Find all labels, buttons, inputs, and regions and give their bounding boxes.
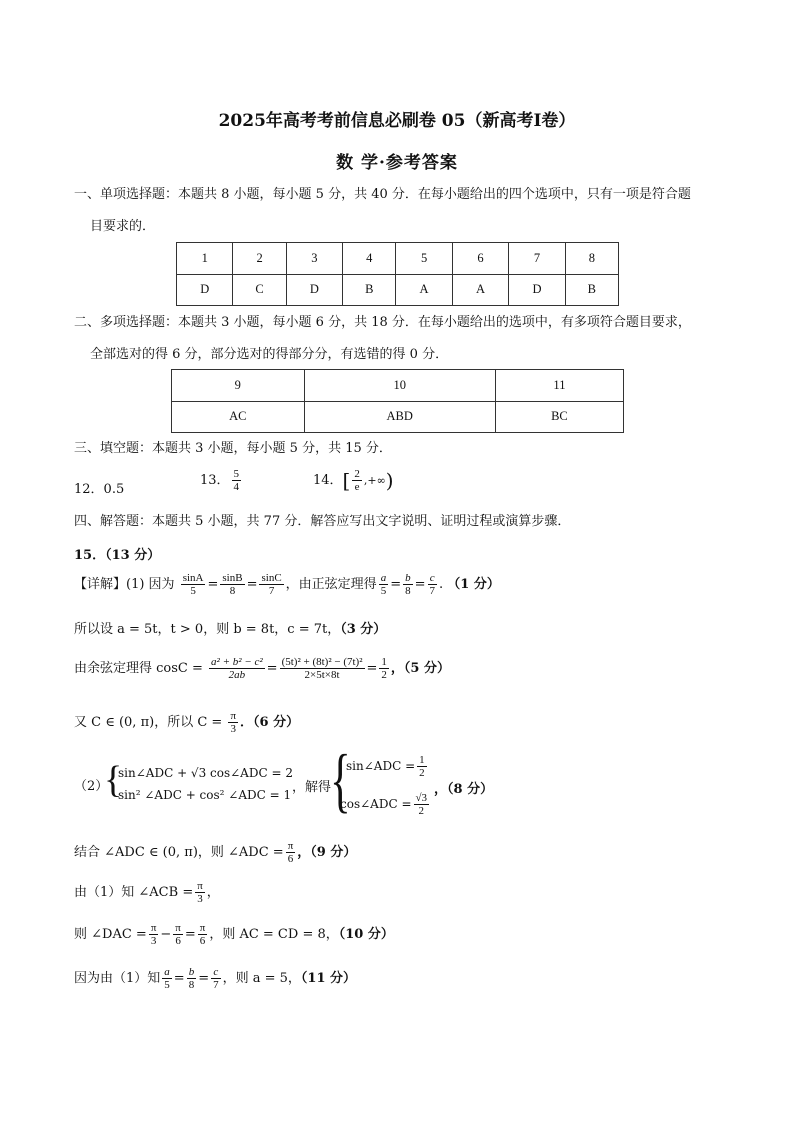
question-number-cell: 3 (286, 243, 342, 275)
question-number-cell: 2 (233, 243, 286, 275)
solution-line-5-label: （2） (74, 779, 109, 794)
table-row (172, 370, 624, 402)
question-number-cell: 8 (565, 243, 618, 275)
question-number-cell: 5 (396, 243, 452, 275)
solution-line-5-mid: ，解得 (292, 780, 332, 795)
solution-line-3: 由余弦定理得 cosC = $\frac{\text{a² + b² − c²}}{2ab}$ = $\frac{\text{(5t)² + (8t)² − (7t)²}}{2\times 5t\times 8t}$ = $\frac{1}{2}$ ，（5 分） (74, 656, 450, 681)
result-cos: cos∠ADC = $\frac{√3}{2}$ (340, 792, 428, 817)
section3-heading: 三、填空题：本题共 3 小题，每小题 5 分，共 15 分． (74, 441, 392, 456)
answer-cell: D (286, 274, 342, 306)
solution-line-9: 因为由（1）知 $\frac{a}{5}$ = $\frac{b}{8}$ = $\frac{c}{7}$ ，则 a = 5，（11 分） (74, 966, 357, 991)
system-equation-2: sin² ∠ADC + cos² ∠ADC = 1 (118, 788, 292, 802)
answer-cell: D (177, 274, 233, 306)
answer-cell: D (509, 274, 565, 306)
question-number-cell: 7 (509, 243, 565, 275)
solution-line-5-score: ，（8 分） (434, 782, 494, 797)
answer-14: 14．[ $\frac{2}{e}$ ,+∞) (313, 468, 394, 493)
section2-heading: 二、多项选择题：本题共 3 小题，每小题 6 分，共 18 分．在每小题给出的选项中，有多项符合题目要求， (74, 315, 691, 330)
answer-cell: B (343, 274, 396, 306)
answer-12: 12．0.5 (74, 482, 125, 497)
answer-cell: A (396, 274, 452, 306)
section1-heading: 一、单项选择题：本题共 8 小题，每小题 5 分，共 40 分．在每小题给出的四个选项中，只有一项是符合题 (74, 187, 691, 202)
section2-heading-cont: 全部选对的得 6 分，部分选对的得部分分，有选错的得 0 分． (90, 347, 449, 362)
document-subtitle: 数 学·参考答案 (336, 153, 458, 173)
table-row (172, 401, 624, 433)
answer-sheet-page: 2025年高考考前信息必刷卷 05（新高考Ⅰ卷） 数 学·参考答案 一、单项选择题：本题共 8 小题，每小题 5 分，共 40 分．在每小题给出的四个选项中，只有一项是符合题 目要求的． 1 2 3 4 5 6 7 8 D C D B A A D B 二、多项选择题：本题共 3 小题，每小题 6 分，共 18 分．在每小题给出的选项中，有多项符合题目要求， 全部选对的得 6 分，部分选对的得部分分，有选错的得 0 分． 9 10 11 AC ABD BC 三、填空题：本题共 3 小题，每小题 5 分，共 15 分． 12．0.5 13． $\frac{5}{4}$ 14．[ $\frac{2}{e}$ ,+∞) 四、解答题：本题共 5 小题，共 77 分．解答应写出文字说明、证明过程或演算步骤． 15．（13 分） 【详解】(1) 因为 $\frac{\sin A}{5}$ = $\frac{\sin B}{8}$ = $\frac{\sin C}{7}$ ，由正弦定理得 $\frac{a}{5}$ = $\frac{b}{8}$ = $\frac{c}{7}$ . （1 分） 所以设 a = 5t，t > 0，则 b = 8t，c = 7t，（3 分） 由余弦定理得 cosC = $\frac{\text{a² + b² − c²}}{2ab}$ = $\frac{\text{(5t)² + (8t)² − (7t)²}}{2\times 5t\times 8t}$ = $\frac{1}{2}$ ，（5 分） 又 C ∈ (0, π)，所以 C = $\frac{\pi}{3}$ ．（6 分） （2） { sin∠ADC + √3 cos∠ADC = 2 sin² ∠ADC + cos² ∠ADC = 1 ，解得 { sin∠ADC = $\frac{1}{2}$ cos∠ADC = $\frac{√3}{2}$ ，（8 分） 结合 ∠ADC ∈ (0, π)，则 ∠ADC = $\frac{\pi}{6}$ ，（9 分） 由（1）知 ∠ACB = $\frac{\pi}{3}$ ， 则 ∠DAC = $\frac{\pi}{3}$ − $\frac{\pi}{6}$ = $\frac{\pi}{6}$ ，则 AC = CD = 8，（10 分） 因为由（1）知 $\frac{a}{5}$ = $\frac{b}{8}$ = $\frac{c}{7}$ ，则 a = 5，（11 分） (0, 0, 794, 1123)
table-row (177, 243, 619, 275)
question-number-cell: 1 (177, 243, 233, 275)
section1-answer-table (176, 242, 619, 306)
answer-cell: AC (172, 401, 305, 433)
answer-cell: BC (495, 401, 623, 433)
system-equation-1: sin∠ADC + √3 cos∠ADC = 2 (118, 766, 293, 780)
question-number-cell: 6 (452, 243, 508, 275)
solution-line-8: 则 ∠DAC = $\frac{\pi}{3}$ − $\frac{\pi}{6}$ = $\frac{\pi}{6}$ ，则 AC = CD = 8，（10 分） (74, 922, 394, 947)
answer-cell: C (233, 274, 286, 306)
answer-cell: ABD (304, 401, 495, 433)
solution-line-7: 由（1）知 ∠ACB = $\frac{\pi}{3}$ ， (74, 880, 220, 905)
question-number-cell: 4 (343, 243, 396, 275)
solution-line-4: 又 C ∈ (0, π)，所以 C = $\frac{\pi}{3}$ ．（6 分） (74, 710, 300, 735)
section4-heading: 四、解答题：本题共 5 小题，共 77 分．解答应写出文字说明、证明过程或演算步骤． (74, 514, 571, 529)
section2-answer-table (171, 369, 624, 433)
question-number-cell: 10 (304, 370, 495, 402)
result-sin: sin∠ADC = $\frac{1}{2}$ (346, 754, 425, 779)
table-row (177, 274, 619, 306)
answer-cell: B (565, 274, 618, 306)
answer-cell: A (452, 274, 508, 306)
question-15-label: 15．（13 分） (74, 548, 161, 563)
document-title: 2025年高考考前信息必刷卷 05（新高考Ⅰ卷） (218, 111, 576, 131)
answer-13: 13． $\frac{5}{4}$ (200, 468, 240, 493)
solution-line-1: 【详解】(1) 因为 $\frac{\sin A}{5}$ = $\frac{\sin B}{8}$ = $\frac{\sin C}{7}$ ，由正弦定理得 $\frac{a}{5}$ = $\frac{b}{8}$ = $\frac{c}{7}$ . （1 分） (74, 572, 500, 597)
solution-line-2: 所以设 a = 5t，t > 0，则 b = 8t，c = 7t，（3 分） (74, 622, 387, 637)
section1-heading-cont: 目要求的． (90, 219, 156, 234)
question-number-cell: 9 (172, 370, 305, 402)
solution-line-6: 结合 ∠ADC ∈ (0, π)，则 ∠ADC = $\frac{\pi}{6}$ ，（9 分） (74, 840, 357, 865)
question-number-cell: 11 (495, 370, 623, 402)
